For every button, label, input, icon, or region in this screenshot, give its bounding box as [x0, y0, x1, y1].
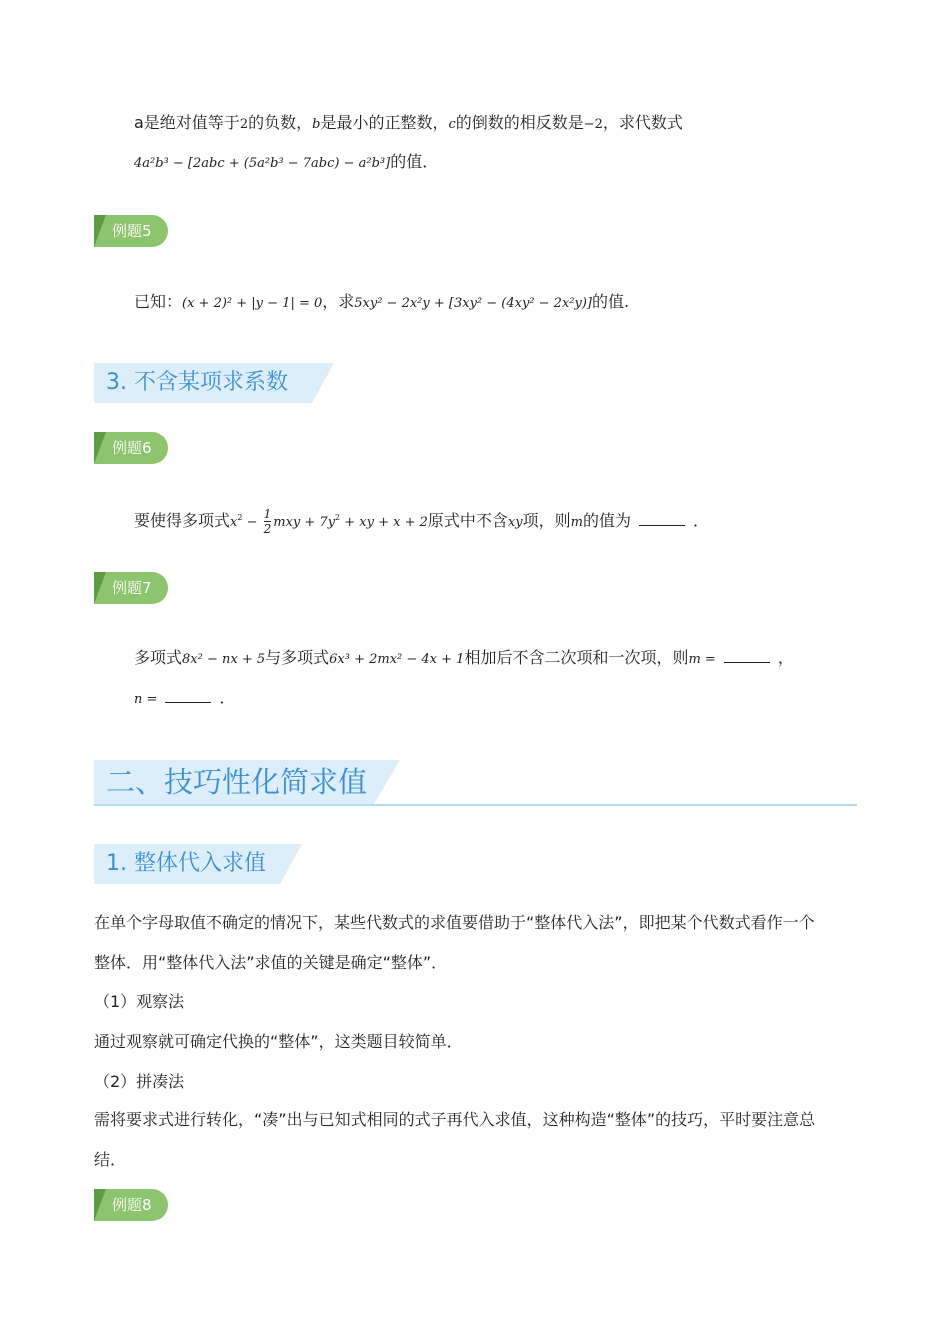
answer-blank-n[interactable] [165, 702, 211, 703]
math-expression: 4a²b³ − [2abc + (5a²b³ − 7abc) − a²b³] [134, 156, 391, 171]
text: a是绝对值等于 [134, 113, 240, 132]
body-paragraph: 在单个字母取值不确定的情况下，某些代数式的求值要借助于“整体代入法”，即把某个代数式看作一个 [94, 913, 815, 932]
body-paragraph: 结． [94, 1150, 127, 1169]
text: ， [777, 648, 794, 667]
text: 的负数， [248, 113, 313, 132]
text: ，求 [322, 292, 355, 311]
math: n = [134, 692, 158, 707]
example5-problem [134, 292, 629, 314]
text: ，求代数式 [602, 113, 683, 132]
example-tag-7: 例题7 [94, 572, 168, 604]
chapter-heading: 二、技巧性化简求值 [94, 760, 374, 804]
math-polynomial: 6x³ + 2mx² − 4x + 1 [329, 652, 465, 667]
text: 已知： [134, 292, 183, 311]
section-heading-1: 1. 整体代入求值 [94, 844, 280, 884]
fraction: $\frac{1}{2}$ [263, 507, 272, 536]
intro-problem-line1 [134, 113, 683, 135]
math: m [570, 515, 583, 530]
text: 的值． [390, 152, 439, 171]
subheading: （1）观察法 [94, 992, 185, 1011]
example-tag-5: 例题5 [94, 215, 168, 247]
math: −2 [583, 117, 603, 132]
example6-problem [134, 507, 709, 536]
section-heading: 3. 不含某项求系数 [94, 363, 312, 403]
math: 2 [239, 117, 249, 132]
text: 相加后不含二次项和一次项，则 [464, 648, 689, 667]
text: 的值为 [582, 511, 631, 530]
answer-blank[interactable] [639, 525, 685, 526]
math-expression: 5xy² − 2x²y + [3xy² − (4xy² − 2x²y)] [354, 296, 592, 311]
body-paragraph: 需将要求式进行转化，“凑”出与已知式相同的式子再代入求值，这种构造“整体”的技巧，平时要注意总 [94, 1110, 816, 1129]
math-poly-part1: $x^2$ − [230, 513, 262, 530]
example-tag-8: 例题8 [94, 1189, 168, 1221]
text: 与多项式 [265, 648, 330, 667]
text: 多项式 [134, 648, 183, 667]
text: ． [692, 511, 709, 530]
answer-blank-m[interactable] [724, 662, 770, 663]
text: 的值. [591, 292, 630, 311]
chapter-underline [94, 804, 857, 806]
text: 是最小的正整数， [320, 113, 449, 132]
math: m = [688, 652, 716, 667]
text: 项，则 [522, 511, 571, 530]
text: 原式中不含 [427, 511, 508, 530]
math: b [312, 117, 321, 132]
body-paragraph: 通过观察就可确定代换的“整体”，这类题目较简单． [94, 1032, 463, 1051]
body-paragraph: 整体．用“整体代入法”求值的关键是确定“整体”． [94, 953, 448, 972]
text: ． [219, 688, 236, 707]
text: 的倒数的相反数是 [455, 113, 584, 132]
math-poly-part2: mxy + $7y^2$ + xy + x + 2 [273, 513, 428, 530]
subheading: （2）拼凑法 [94, 1072, 185, 1091]
example7-problem-line1 [134, 648, 794, 670]
example7-problem-line2 [134, 688, 235, 710]
intro-problem-line2 [134, 152, 438, 174]
example-tag-6: 例题6 [94, 432, 168, 464]
text: 要使得多项式 [134, 511, 231, 530]
math-condition: (x + 2)² + |y − 1| = 0 [182, 296, 323, 311]
math: c [448, 117, 456, 132]
math: xy [507, 515, 523, 530]
math-polynomial: 8x² − nx + 5 [182, 652, 266, 667]
